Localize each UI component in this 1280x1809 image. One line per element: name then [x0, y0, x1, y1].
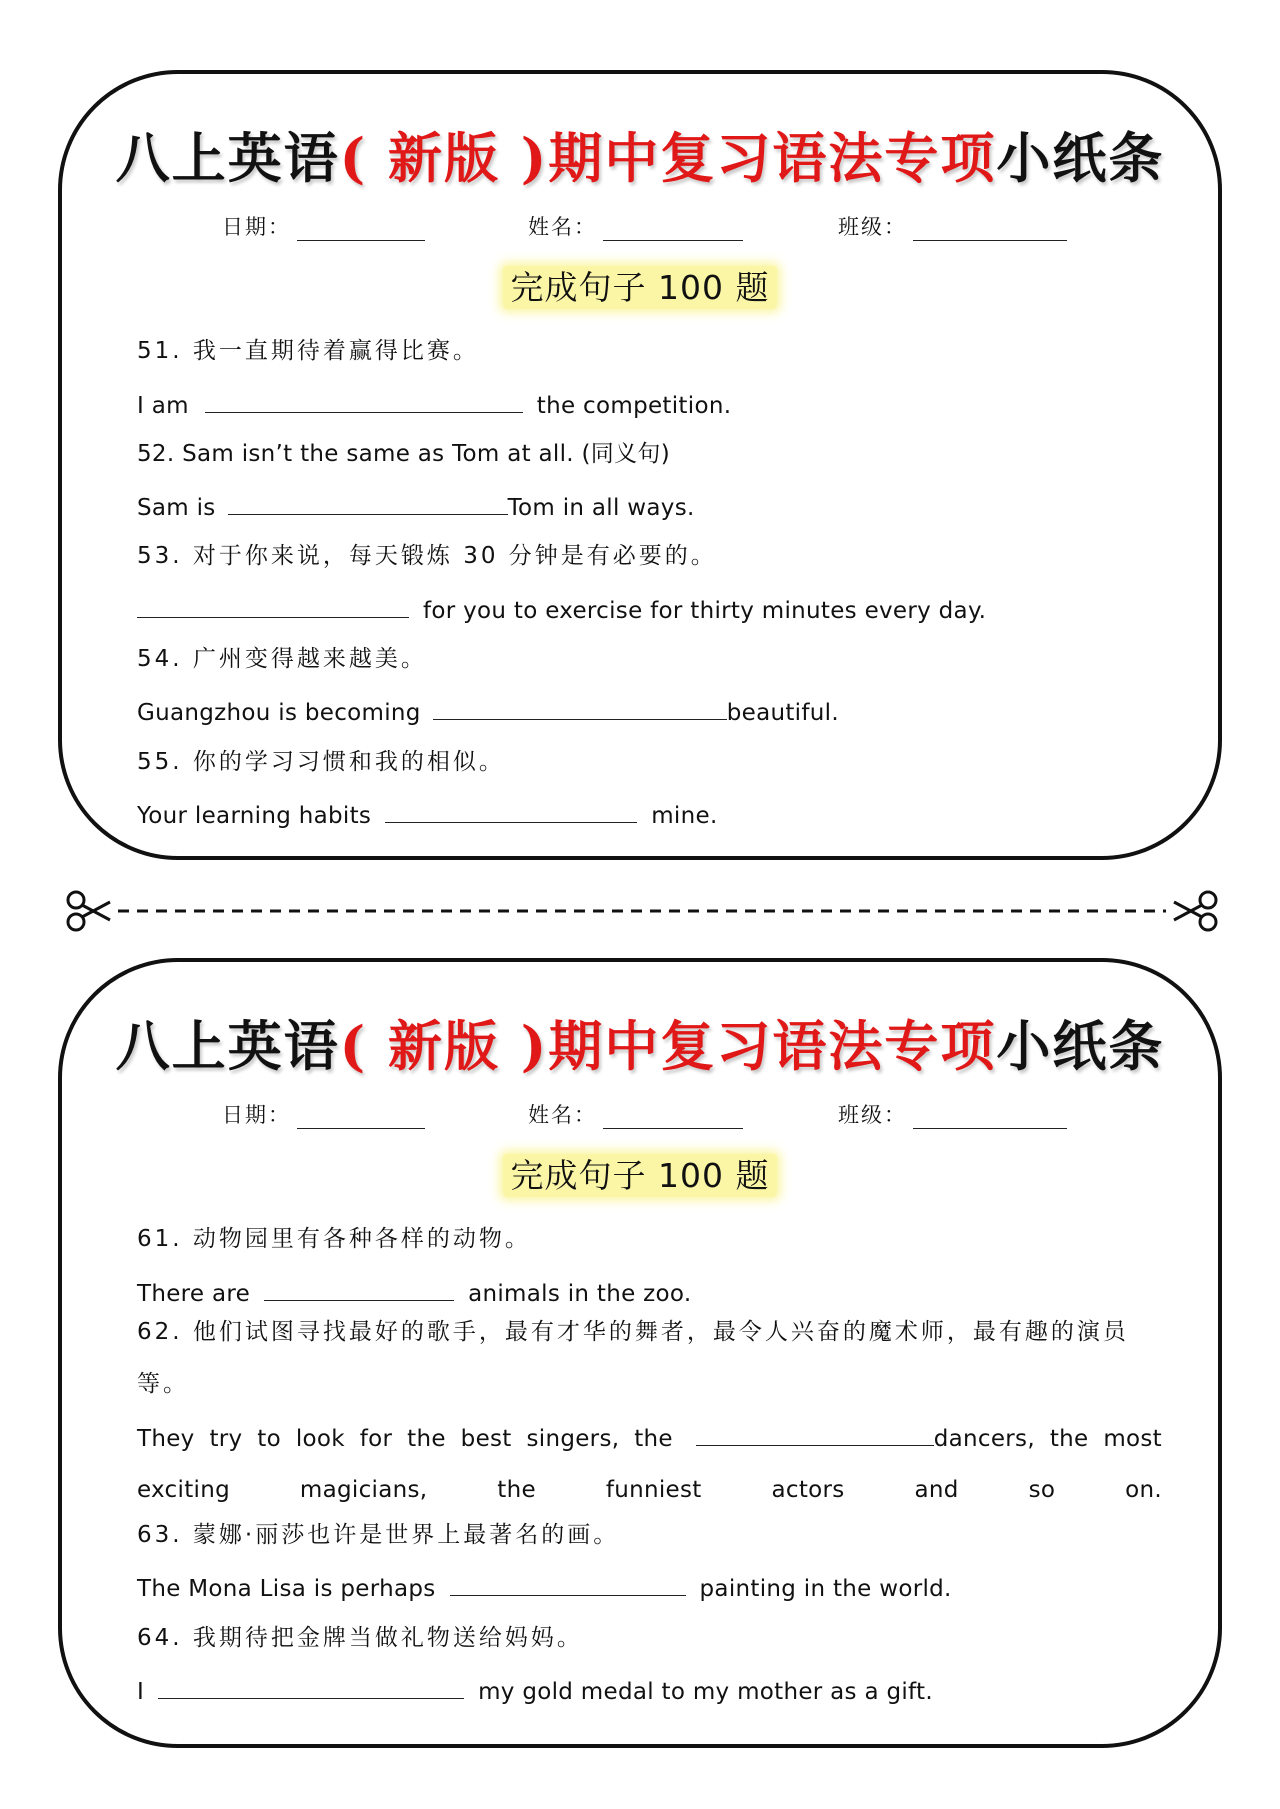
answer-blank[interactable]	[450, 1569, 686, 1596]
answer-text: the competition.	[536, 393, 732, 419]
date-line[interactable]	[297, 1106, 425, 1129]
worksheet-title	[62, 1004, 1218, 1081]
answer-text: Your learning habits	[137, 803, 372, 829]
class-field[interactable]	[838, 1099, 1067, 1129]
title-part-3: 小纸条	[996, 126, 1165, 190]
name-label: 姓名：	[528, 215, 597, 239]
name-line[interactable]	[603, 218, 743, 241]
name-field[interactable]	[528, 1099, 743, 1129]
question-55-prompt: 55. 你的学习习惯和我的相似。	[137, 749, 505, 775]
answer-text: mine.	[651, 803, 718, 829]
title-part-1: 八上英语	[115, 126, 340, 190]
answer-text: Guangzhou is becoming	[137, 700, 421, 726]
title-part-2: ( 新版 )期中复习语法专项	[339, 1014, 997, 1078]
question-53-prompt: 53. 对于你来说，每天锻炼 30 分钟是有必要的。	[137, 543, 717, 569]
answer-blank[interactable]	[264, 1274, 454, 1301]
answer-text: animals in the zoo.	[468, 1281, 692, 1307]
cut-line	[62, 884, 1222, 938]
subtitle-text: 完成句子 100 题	[503, 266, 778, 309]
answer-blank[interactable]	[205, 386, 523, 413]
question-51-prompt: 51. 我一直期待着赢得比赛。	[137, 338, 479, 364]
question-55-answer	[137, 796, 1162, 833]
answer-blank[interactable]	[137, 591, 409, 618]
question-61-prompt: 61. 动物园里有各种各样的动物。	[137, 1226, 531, 1252]
subtitle-text: 完成句子 100 题	[503, 1154, 778, 1197]
question-52-answer	[137, 488, 1162, 525]
date-label: 日期：	[222, 1103, 291, 1127]
section-subtitle	[62, 262, 1218, 309]
class-label: 班级：	[838, 215, 907, 239]
name-line[interactable]	[603, 1106, 743, 1129]
worksheet-title	[62, 116, 1218, 193]
answer-text: The Mona Lisa is perhaps	[137, 1576, 436, 1602]
question-54-prompt: 54. 广州变得越来越美。	[137, 646, 427, 672]
worksheet-card-1	[58, 70, 1222, 860]
answer-blank[interactable]	[385, 796, 637, 823]
class-line[interactable]	[913, 218, 1067, 241]
answer-text: dancers, the most exciting magicians, the funniest actors and so on.	[137, 1426, 1163, 1503]
question-54-answer	[137, 693, 1162, 730]
worksheet-card-2	[58, 958, 1222, 1748]
date-field[interactable]	[222, 1099, 425, 1129]
question-62-prompt: 62. 他们试图寻找最好的歌手，最有才华的舞者，最令人兴奋的魔术师，最有趣的演员等。	[137, 1319, 1129, 1397]
answer-text: painting in the world.	[699, 1576, 952, 1602]
question-64-prompt: 64. 我期待把金牌当做礼物送给妈妈。	[137, 1625, 583, 1651]
answer-text: Tom in all ways.	[507, 495, 695, 521]
title-part-3: 小纸条	[996, 1014, 1165, 1078]
answer-blank[interactable]	[433, 693, 727, 720]
name-field[interactable]	[528, 211, 743, 241]
question-52-prompt: 52. Sam isn’t the same as Tom at all. (同义句)	[137, 441, 670, 467]
name-label: 姓名：	[528, 1103, 597, 1127]
answer-blank[interactable]	[696, 1419, 934, 1446]
answer-text: beautiful.	[726, 700, 839, 726]
answer-text: I	[137, 1679, 145, 1705]
question-64-answer	[137, 1672, 1162, 1709]
class-field[interactable]	[838, 211, 1067, 241]
question-62-answer	[137, 1414, 1162, 1516]
question-63-answer	[137, 1569, 1162, 1606]
answer-text: I am	[137, 393, 189, 419]
answer-blank[interactable]	[158, 1672, 464, 1699]
answer-text: Sam is	[137, 495, 216, 521]
question-53-answer	[137, 591, 1162, 628]
answer-text: There are	[137, 1281, 251, 1307]
info-row	[62, 211, 1218, 245]
scissors-icon	[1174, 892, 1216, 930]
class-line[interactable]	[913, 1106, 1067, 1129]
scissors-icon	[68, 892, 110, 930]
title-part-2: ( 新版 )期中复习语法专项	[339, 126, 997, 190]
question-51-answer	[137, 386, 1162, 423]
answer-text: They try to look for the best singers, the	[137, 1426, 673, 1452]
date-label: 日期：	[222, 215, 291, 239]
date-field[interactable]	[222, 211, 425, 241]
info-row	[62, 1099, 1218, 1133]
date-line[interactable]	[297, 218, 425, 241]
answer-text: for you to exercise for thirty minutes every day.	[423, 598, 987, 624]
answer-blank[interactable]	[228, 488, 508, 515]
question-63-prompt: 63. 蒙娜·丽莎也许是世界上最著名的画。	[137, 1522, 620, 1548]
answer-text: my gold medal to my mother as a gift.	[478, 1679, 933, 1705]
section-subtitle	[62, 1150, 1218, 1197]
class-label: 班级：	[838, 1103, 907, 1127]
title-part-1: 八上英语	[115, 1014, 340, 1078]
